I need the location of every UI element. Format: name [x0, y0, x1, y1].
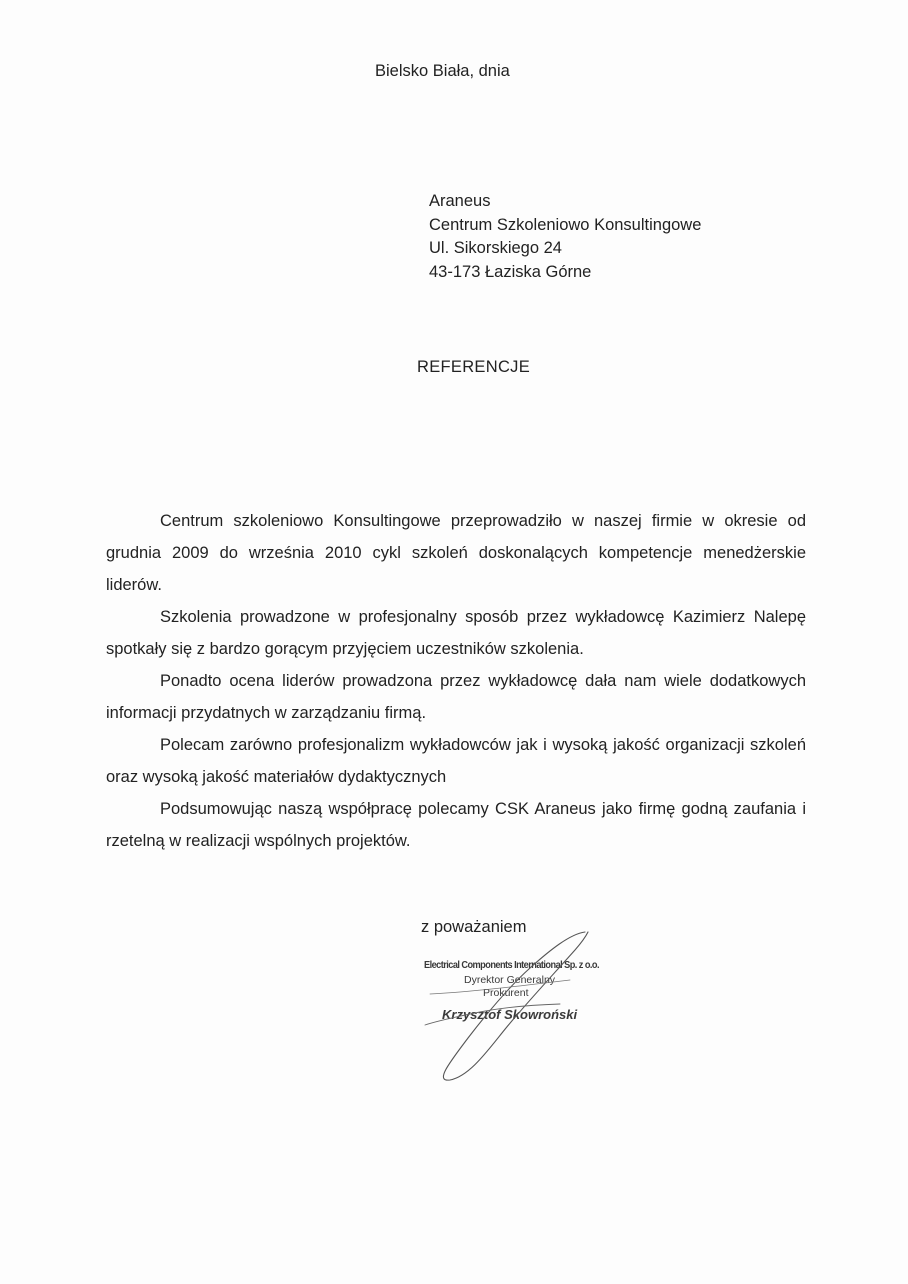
recipient-line-name: Araneus	[429, 192, 491, 210]
body-paragraph: Podsumowując naszą współpracę polecamy CSK Araneus jako firmę godną zaufania i rzetelną w realizacji wspólnych projektów.	[106, 800, 806, 850]
stamp-company: Electrical Components International Sp. z o.o.	[424, 960, 600, 971]
recipient-line-city: 43-173 Łaziska Górne	[429, 262, 592, 281]
body-paragraph: Szkolenia prowadzone w profesjonalny sposób przez wykładowcę Kazimierz Nalepę spotkały się z bardzo gorącym przyjęciem uczestników szkolenia.	[106, 608, 806, 658]
body-paragraph: Ponadto ocena liderów prowadzona przez wykładowcę dała nam wiele dodatkowych informacji przydatnych w zarządzaniu firmą.	[106, 672, 806, 722]
company-stamp	[424, 960, 600, 1080]
letter-body	[106, 505, 806, 857]
closing-salutation: z poważaniem	[421, 918, 527, 936]
recipient-line-org: Centrum Szkoleniowo Konsultingowe	[429, 215, 702, 234]
body-paragraph: Polecam zarówno profesjonalizm wykładowców jak i wysoką jakość organizacji szkoleń oraz wysoką jakość materiałów dydaktycznych	[106, 736, 806, 786]
stamp-signatory-name: Krzysztof Skowroński	[442, 1007, 578, 1022]
letter-title: REFERENCJE	[417, 358, 531, 376]
body-paragraph: Centrum szkoleniowo Konsultingowe przeprowadziło w naszej firmie w okresie od grudnia 2009 do września 2010 cykl szkoleń doskonalących kompetencje menedżerskie liderów.	[106, 512, 806, 594]
stamp-position-proxy: Prokurent	[483, 987, 529, 999]
recipient-line-street: Ul. Sikorskiego 24	[429, 239, 562, 257]
stamp-position-director: Dyrektor Generalny	[464, 974, 556, 986]
recipient-address	[429, 190, 701, 284]
place-date: Bielsko Biała, dnia	[375, 62, 510, 80]
